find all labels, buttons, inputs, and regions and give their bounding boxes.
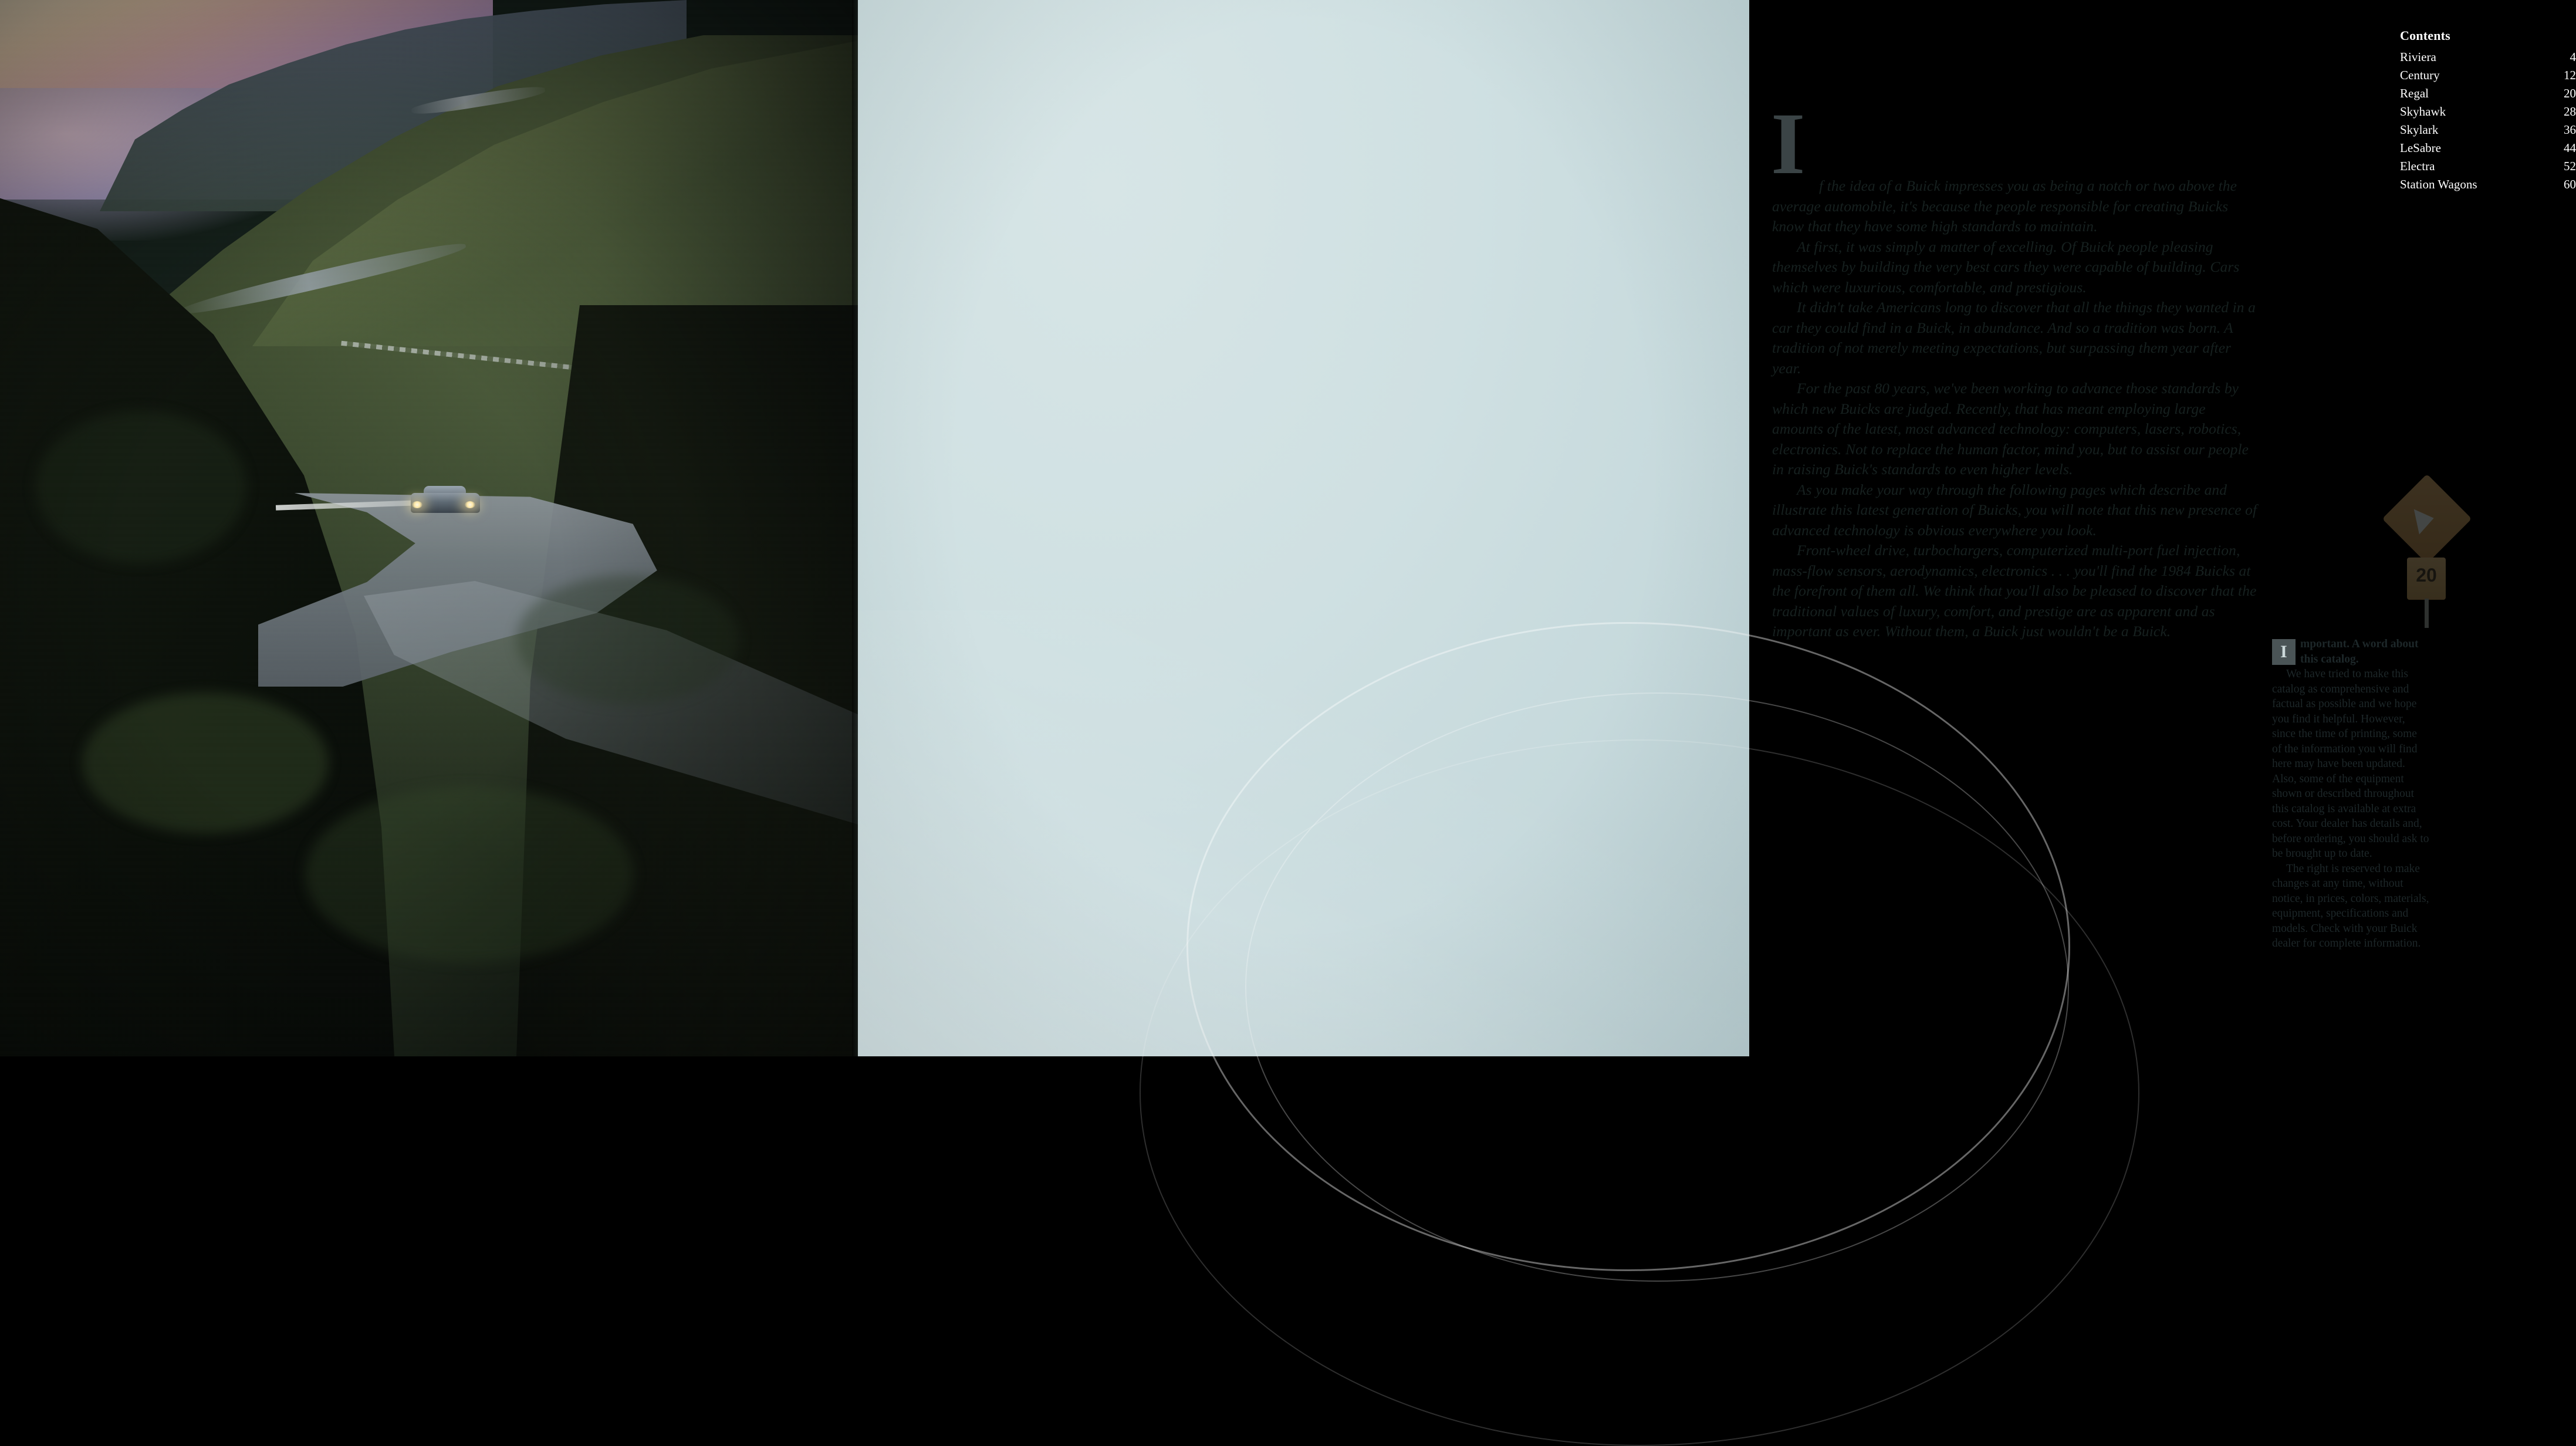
- contents-item-page: 12: [2564, 68, 2576, 82]
- contents-item-page: 4: [2570, 50, 2576, 64]
- contents-item-page: 60: [2564, 177, 2576, 191]
- contents-item-label: Electra: [2400, 159, 2435, 173]
- brush-texture-1: [82, 692, 329, 833]
- contents-item-page: 20: [2564, 86, 2576, 100]
- essay-paragraph-1: f the idea of a Buick impresses you as being a notch or two above the average automobile, it's because the people responsible for creating Buicks know that they have some high standards to maintain.: [1772, 177, 2237, 235]
- contents-item-page: 52: [2564, 159, 2576, 173]
- essay-paragraph-4: For the past 80 years, we've been working to advance those standards by which new Buicks are judged. Recently, that has meant employing large amounts of the latest, most advanced technology: computers, lasers, robotics, electronics. Not to replace the human factor, mind you, but to assist our people in raising Buick's standards to even higher levels.: [1772, 380, 2249, 478]
- contents-block: [2400, 28, 2576, 194]
- brush-texture-4: [35, 411, 246, 563]
- route-plate: [2407, 558, 2446, 600]
- contents-item-regal[interactable]: [2400, 85, 2576, 103]
- sign-post: [2425, 599, 2429, 628]
- note-dropcap: I: [2272, 639, 2296, 665]
- essay-paragraph-2: At first, it was simply a matter of excelling. Of Buick people pleasing themselves by building the very best cars they were capable of building. Cars which were luxurious, comfortable, and prestigious.: [1772, 238, 2240, 296]
- curve-warning-sign-icon: [2382, 474, 2472, 564]
- essay-body: [1772, 176, 2259, 642]
- contents-item-label: LeSabre: [2400, 141, 2441, 155]
- arrow-icon: [2414, 505, 2436, 534]
- sheen-arc-2: [1245, 692, 2069, 1282]
- headlight-left: [412, 501, 422, 508]
- page-sheen: [858, 610, 1749, 1056]
- essay-paragraph-6: Front-wheel drive, turbochargers, computerized multi-port fuel injection, mass-flow sensors, aerodynamics, electronics . . . you'll find the 1984 Buicks at the forefront of them all. We think that you'll also be pleased to discover that the traditional values of luxury, comfort, and prestige are as apparent and as important as ever. Without them, a Buick just wouldn't be a Buick.: [1772, 542, 2257, 640]
- note-heading-text: mportant. A word about this catalog.: [2300, 638, 2419, 665]
- contents-item-riviera[interactable]: [2400, 48, 2576, 66]
- contents-item-label: Century: [2400, 68, 2440, 82]
- contents-item-skyhawk[interactable]: [2400, 103, 2576, 121]
- headlight-right: [465, 501, 475, 508]
- contents-item-page: 28: [2564, 104, 2576, 119]
- text-page: [858, 0, 2576, 1056]
- contents-item-label: Riviera: [2400, 50, 2436, 64]
- contents-item-skylark[interactable]: [2400, 121, 2576, 139]
- contents-item-lesabre[interactable]: [2400, 139, 2576, 157]
- essay-paragraph-3: It didn't take Americans long to discover that all the things they wanted in a car they could find in a Buick, in abundance. And so a tradition was born. A tradition of not merely meeting expectations, but surpassing them year after year.: [1772, 299, 2256, 377]
- highway-sign-ghost: [2389, 487, 2466, 628]
- page-vignette: [858, 0, 1749, 1056]
- contents-item-station-wagons[interactable]: [2400, 175, 2576, 194]
- contents-item-label: Station Wagons: [2400, 177, 2477, 191]
- contents-title: Contents: [2400, 28, 2450, 43]
- important-note-block: [2272, 637, 2429, 951]
- coastal-highway-photo: [0, 0, 858, 1056]
- contents-item-page: 36: [2564, 123, 2576, 137]
- note-paragraph-1: We have tried to make this catalog as comprehensive and factual as possible and we hope you find it helpful. However, since the time of printing, some of the information you will find here may have been updated. Also, some of the equipment shown or described throughout this catalog is available at extra cost. Your dealer has details and, before ordering, you should ask to be brought up to date.: [2272, 668, 2429, 860]
- note-heading: [2272, 637, 2429, 667]
- contents-item-label: Regal: [2400, 86, 2429, 100]
- route-number: 20: [2416, 565, 2437, 586]
- contents-item-label: Skyhawk: [2400, 104, 2446, 119]
- contents-item-century[interactable]: [2400, 66, 2576, 85]
- sheen-arc-3: [1140, 739, 2139, 1446]
- contents-item-label: Skylark: [2400, 123, 2439, 137]
- sheen-arc-1: [1186, 622, 2070, 1271]
- essay-dropcap: I: [1771, 95, 1806, 192]
- brush-texture-2: [305, 786, 634, 962]
- buick-sedan: [411, 486, 480, 516]
- essay-paragraph-5: As you make your way through the following pages which describe and illustrate this latest generation of Buicks, you will note that this new presence of advanced technology is obvious everywhere you look.: [1772, 481, 2257, 539]
- brush-texture-3: [516, 575, 739, 704]
- contents-item-electra[interactable]: [2400, 157, 2576, 175]
- contents-item-page: 44: [2564, 141, 2576, 155]
- note-paragraph-2: The right is reserved to make changes at any time, without notice, in prices, colors, materials, equipment, specifications and models. Check with your Buick dealer for complete information.: [2272, 862, 2429, 950]
